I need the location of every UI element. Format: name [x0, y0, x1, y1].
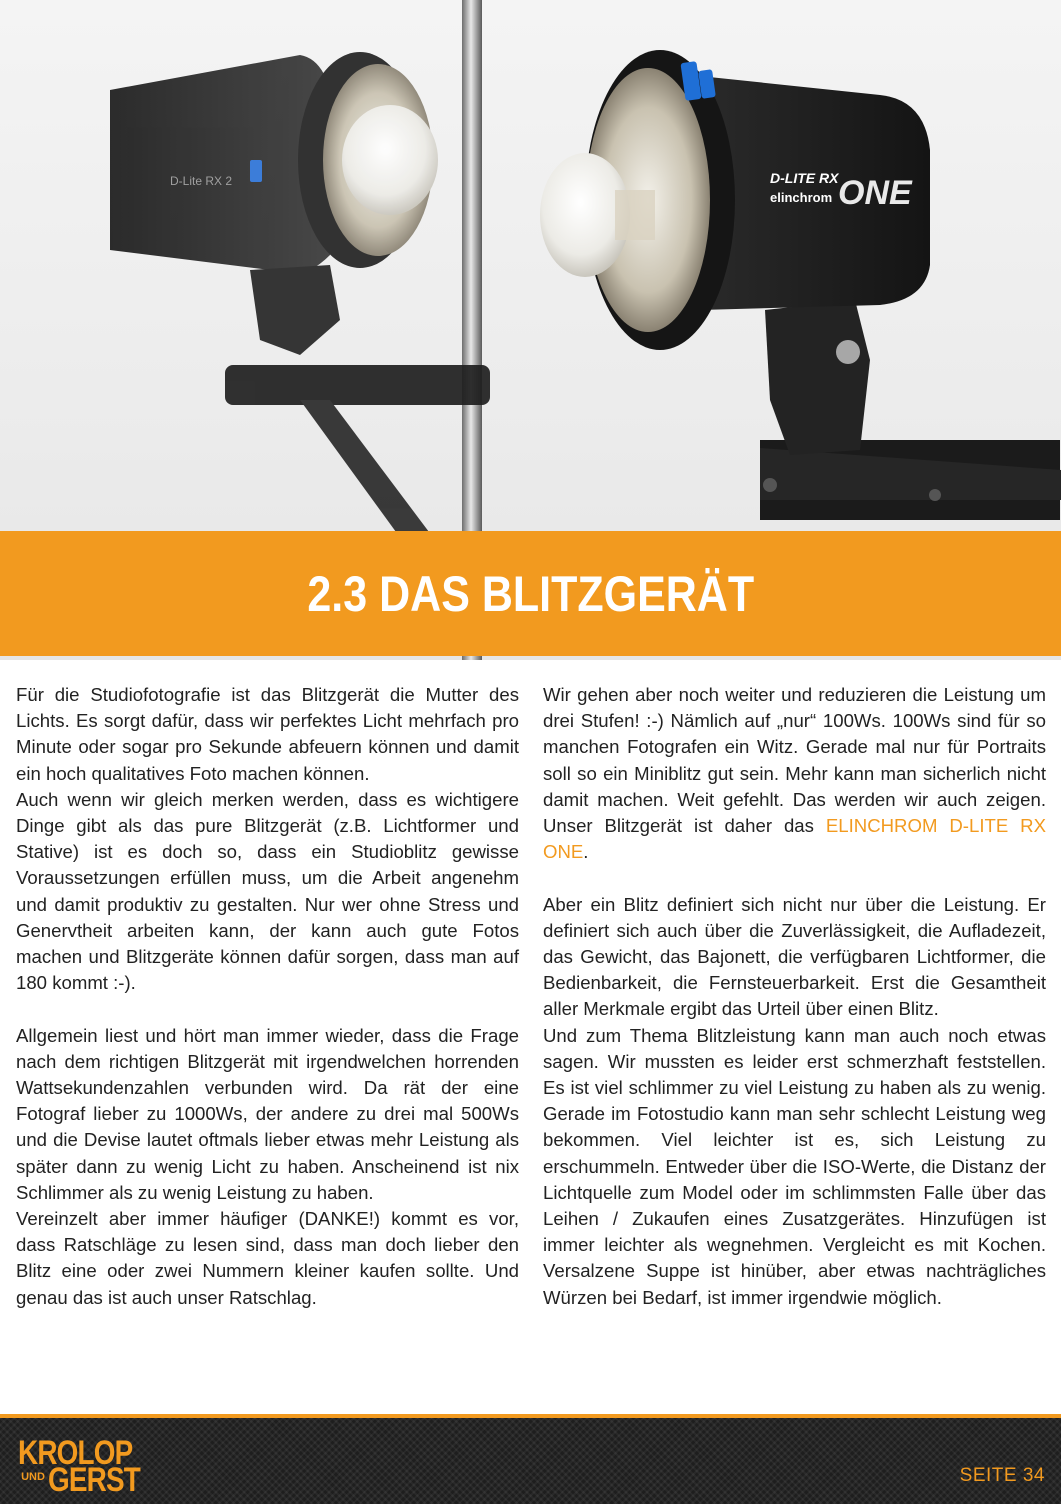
paragraph: Auch wenn wir gleich merken werden, dass es wichtigere Dinge gibt als das pure Blitzgerät (z.B. Lichtformer und Stative) ist es doch so, dass ein Studioblitz gewisse Voraussetzungen erfüllen muss, um die Arbeit angenehm und damit produktiv zu gestalten. Nur wer ohne Stress und Genervtheit arbeiten kann, der kann auch gute Fotos machen und Blitzgeräte können dafür sorgen, dass man auf 180 kommt :-). — [16, 788, 519, 994]
paragraph — [543, 682, 1046, 865]
paragraph-text: Wir gehen aber noch weiter und reduzieren die Leistung um drei Stufen! :-) Nämlich auf „nur“ 100Ws. 100Ws sind für so manchen Fotografen ein Witz. Gerade mal nur für Portraits soll so ein Miniblitz gut sein. Mehr kann man sicherlich nicht damit machen. Weit gefehlt. Das werden wir auch zeigen. Unser Blitzgerät ist daher das — [543, 684, 1046, 837]
paragraph: Und zum Thema Blitzleistung kann man auch noch etwas sagen. Wir mussten es leider erst schmerzhaft feststellen. Es ist viel schlimmer zu viel Leistung zu haben als zu wenig. Gerade im Fotostudio kann man sehr schlecht Leistung weg bekommen. Viel leichter ist es, sich Leistung zu erschummeln. Entweder über die ISO-Werte, die Distanz der Lichtquelle zum Model oder im schlimmsten Falle über das Leihen / Zukaufen eines Zusatzgerätes. Hinzufügen ist immer leichter als wegnehmen. Vergleicht es mit Kochen. Versalzene Suppe ist hinüber, aber etwas nachträgliches Würzen bei Bedarf, ist immer irgendwie möglich. — [543, 1024, 1046, 1308]
page-footer — [0, 1414, 1061, 1504]
paragraph: Allgemein liest und hört man immer wieder, dass die Frage nach dem richtigen Blitzgerät mit irgendwelchen horrenden Wattsekundenzahlen verbunden wird. Da rät der eine Fotograf lieber zu 1000Ws, der andere zu drei mal 500Ws und die Devise lautet oftmals lieber etwas mehr Leistung als später dann zu wenig Licht zu haben. Anscheinend ist nix Schlimmer als zu wenig Leistung zu haben. — [16, 1024, 519, 1203]
page-number: SEITE 34 — [959, 1465, 1045, 1486]
left-flash-label: D-Lite RX 2 — [170, 174, 233, 188]
krolop-gerst-logo — [18, 1434, 148, 1499]
paragraph-end: . — [583, 841, 589, 863]
right-flash-model-line: D-LITE RX — [770, 170, 839, 186]
paragraph: Aber ein Blitz definiert sich nicht nur über die Leistung. Er definiert sich auch über die Zuverlässigkeit, die Aufladezeit, das Gewicht, das Bajonett, die verfügbaren Lichtformer, die Bedienbarkeit, die Fernsteuerbarkeit. Erst die Gesamtheit aller Merkmale ergibt das Urteil über einen Blitz. — [543, 893, 1046, 1020]
section-title-band — [0, 531, 1061, 656]
right-flash-model-word: ONE — [838, 174, 912, 212]
paragraph: Vereinzelt aber immer häufiger (DANKE!) kommt es vor, dass Ratschläge zu lesen sind, dass man doch lieber den Blitz eine oder zwei Nummern kleiner kaufen sollte. Und genau das ist auch unser Ratschlag. — [16, 1208, 519, 1308]
left-text-column — [16, 682, 519, 1311]
section-title: 2.3 DAS BLITZGERÄT — [307, 565, 754, 622]
product-name-highlight: ELINCHROM D-LITE RX ONE — [543, 815, 1046, 863]
paragraph: Für die Studiofotografie ist das Blitzgerät die Mutter des Lichts. Es sorgt dafür, dass wir perfektes Licht mehrfach pro Minute oder sogar pro Sekunde abfeuern können und damit ein hoch qualitatives Foto machen können. — [16, 684, 519, 784]
right-flash-unit — [540, 50, 1061, 520]
logo-word-bottom: GERST — [48, 1461, 140, 1499]
logo-word-und: UND — [21, 1471, 45, 1483]
right-flash-brand: elinchrom — [770, 190, 833, 205]
right-text-column — [543, 682, 1046, 1311]
logo-word-top: KROLOP — [18, 1434, 133, 1472]
left-flash-unit — [110, 52, 490, 565]
